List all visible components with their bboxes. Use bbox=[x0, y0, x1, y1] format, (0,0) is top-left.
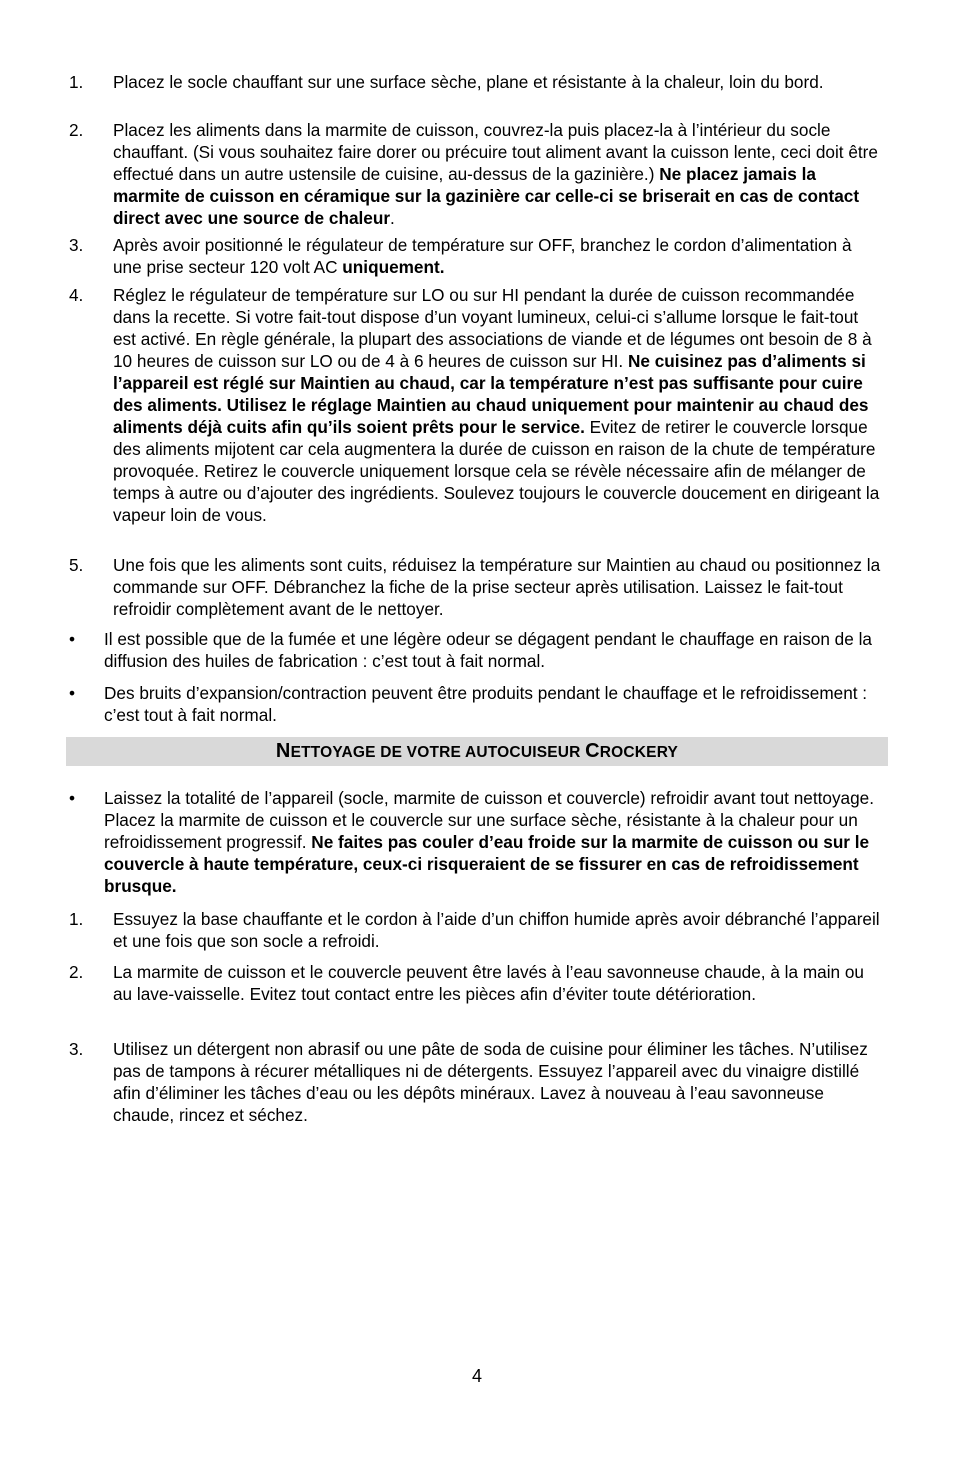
list-item-text: Utilisez un détergent non abrasif ou une pâte de soda de cuisine pour éliminer les tâches. N’utilisez pas de tampons à récurer métalliques ni de détergents. Essuyez l’appareil avec du vinaigre distillé afin d’éliminer les tâches d’eau ou les dépôts minéraux. Lavez à nouveau à l’eau savonneuse chaude, rincez et séchez. bbox=[113, 1039, 868, 1125]
bullet-item-text: Des bruits d’expansion/contraction peuvent être produits pendant le chauffage et le refroidissement : c’est tout à fait normal. bbox=[104, 683, 868, 725]
list-number: 2. bbox=[69, 962, 84, 982]
list-item-text: Après avoir positionné le régulateur de température sur OFF, branchez le cordon d’alimentation à une prise secteur 120 volt AC uniquement. bbox=[113, 235, 852, 277]
list-item-text: La marmite de cuisson et le couvercle peuvent être lavés à l’eau savonneuse chaude, à la main ou au lave-vaisselle. Evitez tout contact entre les pièces afin d’éviter toute détérioration. bbox=[113, 962, 864, 1004]
list-item-text: Une fois que les aliments sont cuits, réduisez la température sur Maintien au chaud ou positionnez la commande sur OFF. Débranchez la fiche de la prise secteur après utilisation. Laissez le fait-tout refroidir complètement avant de le nettoyer. bbox=[113, 555, 881, 619]
bullet-icon: • bbox=[69, 788, 76, 808]
list-item-text: Réglez le régulateur de température sur LO ou sur HI pendant la durée de cuisson recommandée dans la recette. Si votre fait-tout dispose d’un voyant lumineux, celui-ci s’allume lorsque le fait-tout est activé. En règle générale, la plupart des associations de viande et de légumes ont besoin de 8 à 10 heures de cuisson sur LO ou de 4 à 6 heures de cuisson sur HI. Ne cuisinez pas d’aliments si l’appareil est réglé sur Maintien au chaud, car la température n’est pas suffisante pour cuire des aliments. Utilisez le réglage Maintien au chaud uniquement pour maintenir au chaud des aliments déjà cuits afin qu’ils soient prêts pour le service. Evitez de retirer le couvercle lorsque des aliments mijotent car cela augmentera la durée de cuisson en raison de la chute de température provoquée. Retirez le couvercle uniquement lorsque cela se révèle nécessaire afin de mélanger de temps à autre ou d’ajouter des ingrédients. Soulevez toujours le couvercle doucement en dirigeant la vapeur loin de vous. bbox=[113, 285, 880, 525]
list-number: 3. bbox=[69, 235, 84, 255]
list-item-text: Essuyez la base chauffante et le cordon à l’aide d’un chiffon humide après avoir débranché l’appareil et une fois que son socle a refroidi. bbox=[113, 909, 880, 951]
list-number: 5. bbox=[69, 555, 84, 575]
bullet-item-text: Laissez la totalité de l’appareil (socle, marmite de cuisson et couvercle) refroidir avant tout nettoyage. Placez la marmite de cuisson et le couvercle sur une surface sèche, résistante à la chaleur pour un refroidissement progressif. Ne faites pas couler d’eau froide sur la marmite de cuisson ou sur le couvercle à haute température, ceux-ci risqueraient de se fissurer en cas de refroidissement brusque. bbox=[104, 788, 875, 896]
list-number: 3. bbox=[69, 1039, 84, 1059]
list-number: 2. bbox=[69, 120, 84, 140]
bullet-item-text: Il est possible que de la fumée et une légère odeur se dégagent pendant le chauffage en raison de la diffusion des huiles de fabrication : c’est tout à fait normal. bbox=[104, 629, 872, 671]
section-heading: NETTOYAGE DE VOTRE AUTOCUISEUR CROCKERY bbox=[275, 740, 679, 762]
section-heading-bar bbox=[66, 737, 888, 766]
list-item-text: Placez le socle chauffant sur une surface sèche, plane et résistante à la chaleur, loin du bord. bbox=[113, 72, 824, 92]
list-number: 1. bbox=[69, 909, 84, 929]
page-number: 4 bbox=[471, 1366, 482, 1386]
list-number: 4. bbox=[69, 285, 84, 305]
list-item-text: Placez les aliments dans la marmite de cuisson, couvrez-la puis placez-la à l’intérieur du socle chauffant. (Si vous souhaitez faire dorer ou précuire tout aliment avant la cuisson lente, ceci doit être effectué dans un autre ustensile de cuisine, au-dessus de la gazinière.) Ne placez jamais la marmite de cuisson en céramique sur la gazinière car celle-ci se briserait en cas de contact direct avec une source de chaleur. bbox=[113, 120, 878, 228]
bullet-icon: • bbox=[69, 683, 76, 703]
bullet-icon: • bbox=[69, 629, 76, 649]
list-number: 1. bbox=[69, 72, 84, 92]
